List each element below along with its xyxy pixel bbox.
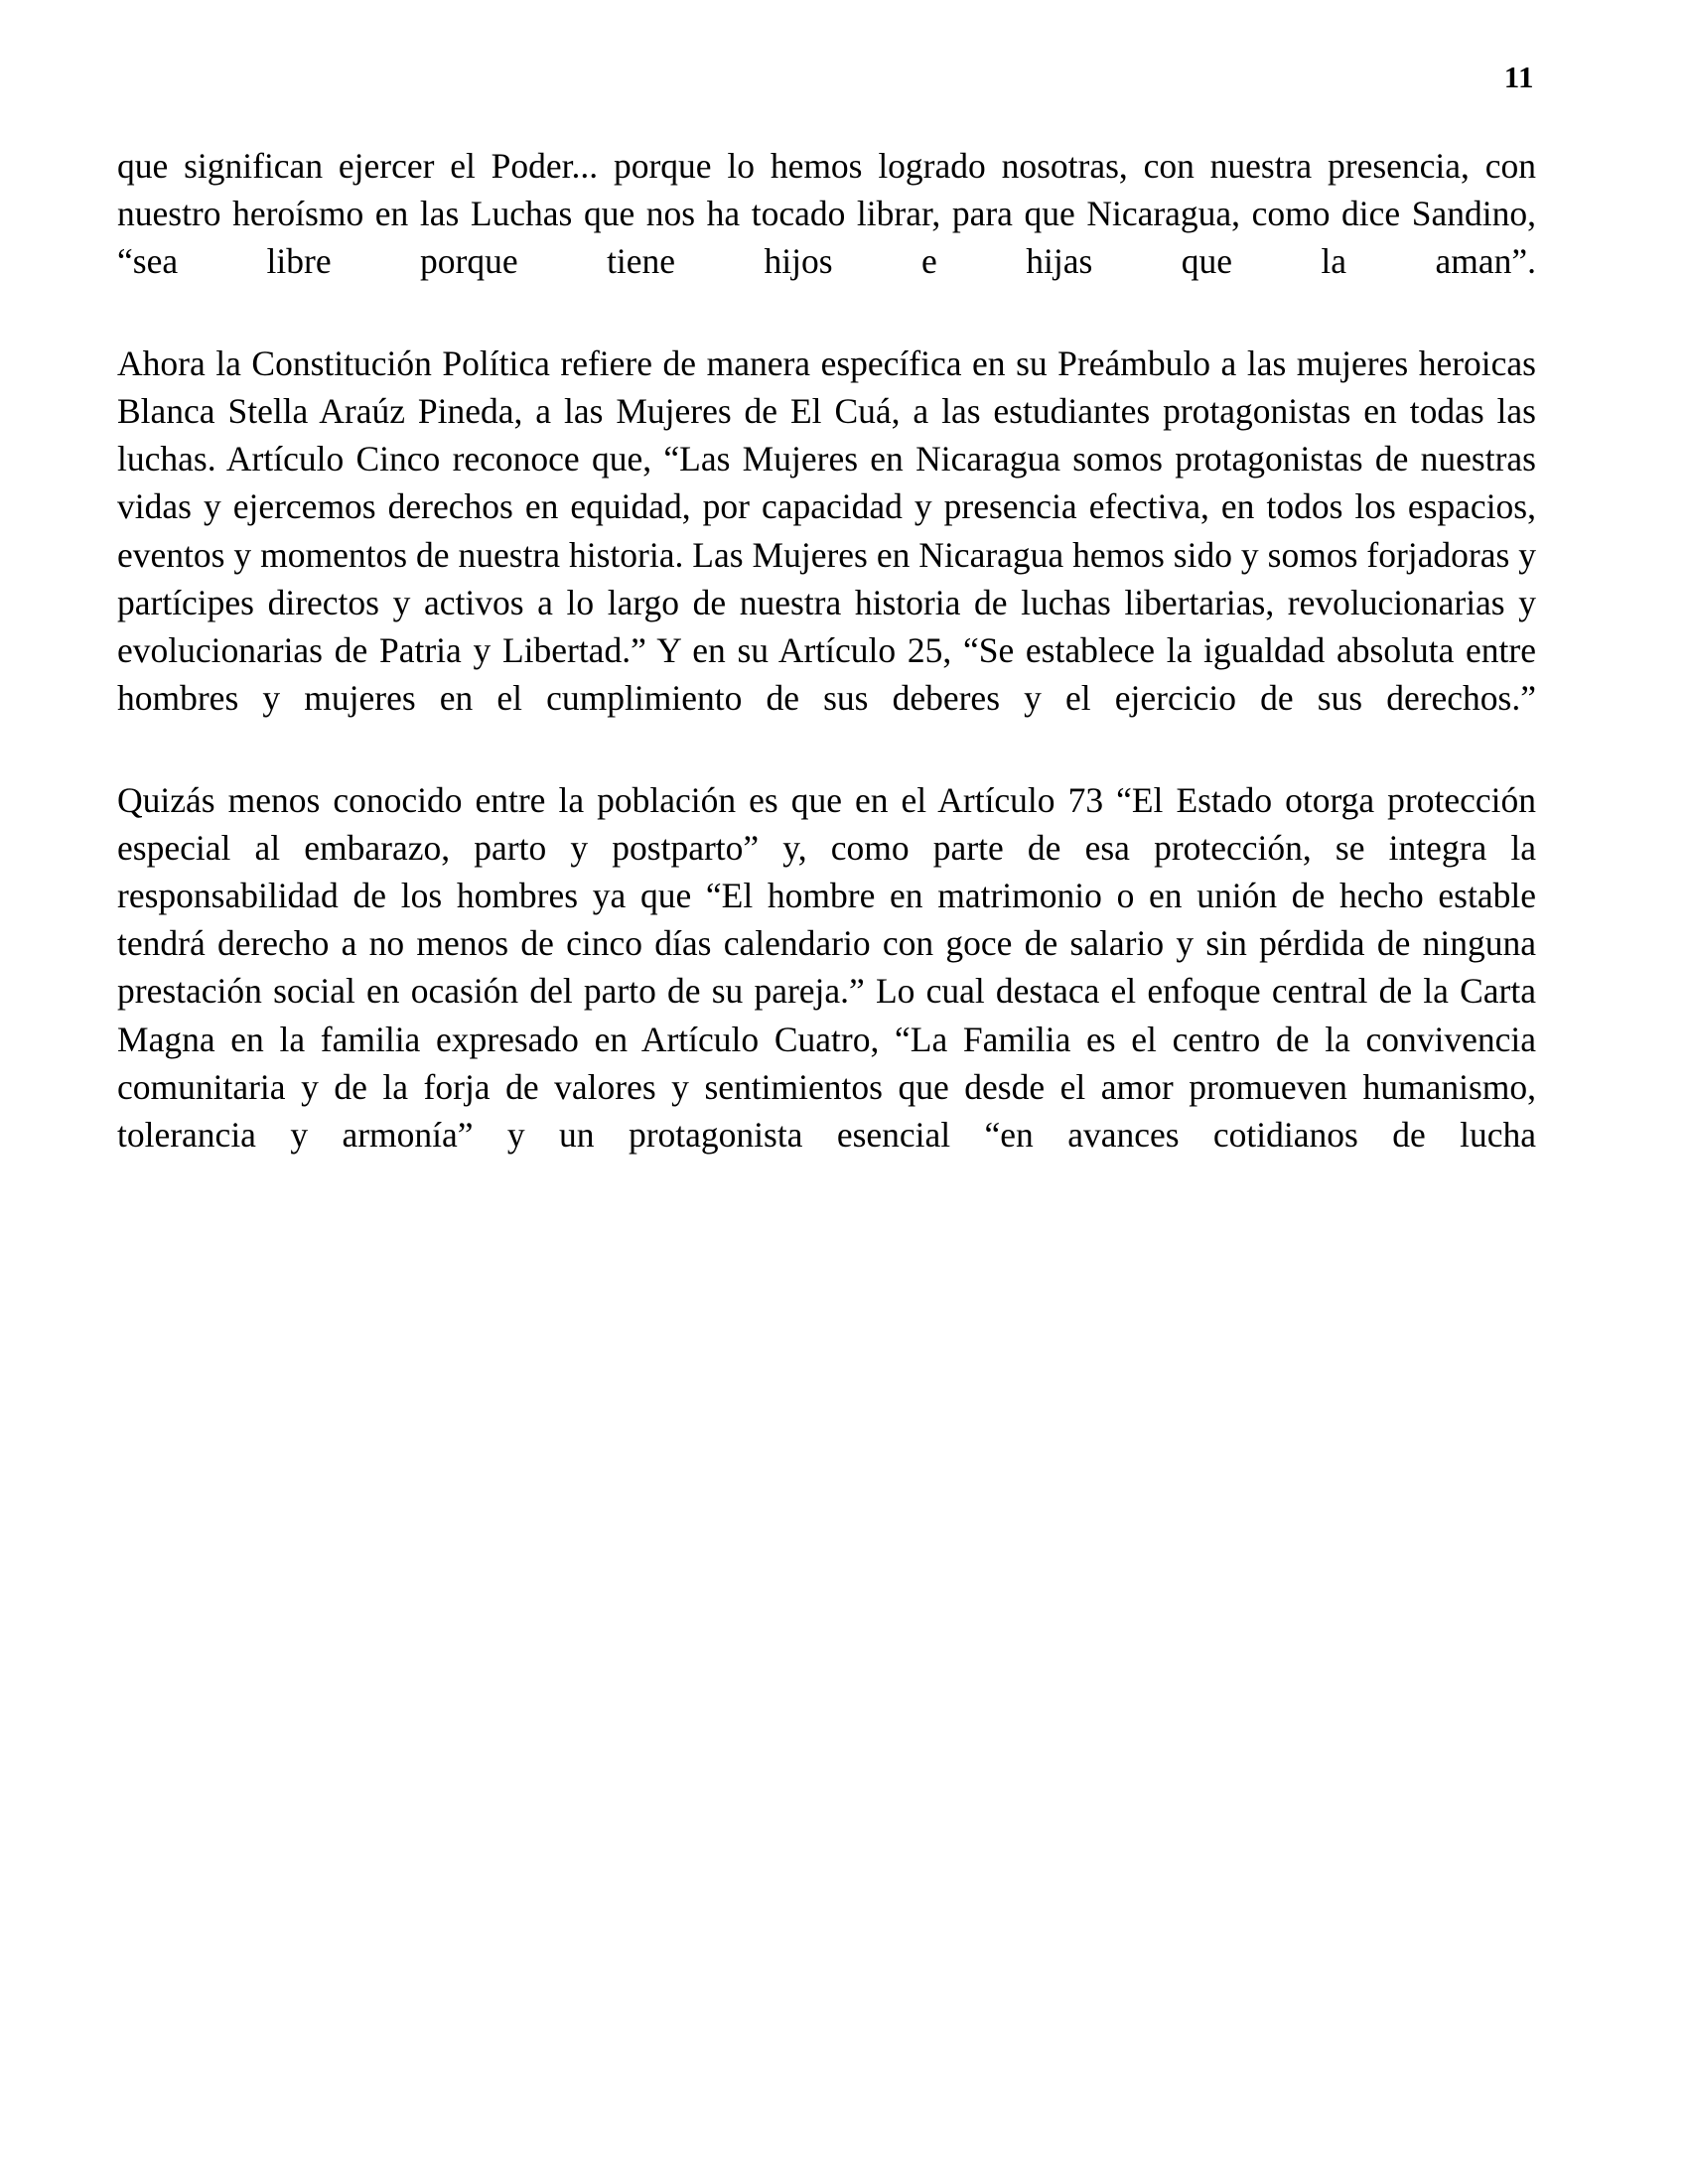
page-header <box>117 62 1534 107</box>
body-paragraph-3: Quizás menos conocido entre la población es que en el Artículo 73 “El Estado otorga protección especial al embarazo, parto y postparto” y, como parte de esa protección, se integra la responsabilidad de los hombres ya que “El hombre en matrimonio o en unión de hecho estable tendrá derecho a no menos de cinco días calendario con goce de salario y sin pérdida de ninguna prestación social en ocasión del parto de su pareja.” Lo cual destaca el enfoque central de la Carta Magna en la familia expresado en Artículo Cuatro, “La Familia es el centro de la convivencia comunitaria y de la forja de valores y sentimientos que desde el amor promueven humanismo, tolerancia y armonía” y un protagonista esencial “en avances cotidianos de lucha <box>117 779 1536 1156</box>
body-paragraph-2: Ahora la Constitución Política refiere de manera específica en su Preámbulo a las mujeres heroicas Blanca Stella Araúz Pineda, a las Mujeres de El Cuá, a las estudiantes protagonistas en todas las luchas. Artículo Cinco reconoce que, “Las Mujeres en Nicaragua somos protagonistas de nuestras vidas y ejercemos derechos en equidad, por capacidad y presencia efectiva, en todos los espacios, eventos y momentos de nuestra historia. Las Mujeres en Nicaragua hemos sido y somos forjadoras y partícipes directos y activos a lo largo de nuestra historia de luchas libertarias, revolucionarias y evolucionarias de Patria y Libertad.” Y en su Artículo 25, “Se establece la igualdad absoluta entre hombres y mujeres en el cumplimiento de sus deberes y el ejercicio de sus derechos.” <box>117 342 1536 719</box>
page-number: 11 <box>1503 60 1534 94</box>
body-paragraph-1: que significan ejercer el Poder... porque lo hemos logrado nosotras, con nuestra presencia, con nuestro heroísmo en las Luchas que nos ha tocado librar, para que Nicaragua, como dice Sandino, “sea libre porque tiene hijos e hijas que la aman”. <box>117 146 1536 282</box>
body-text-column <box>117 142 1536 1206</box>
